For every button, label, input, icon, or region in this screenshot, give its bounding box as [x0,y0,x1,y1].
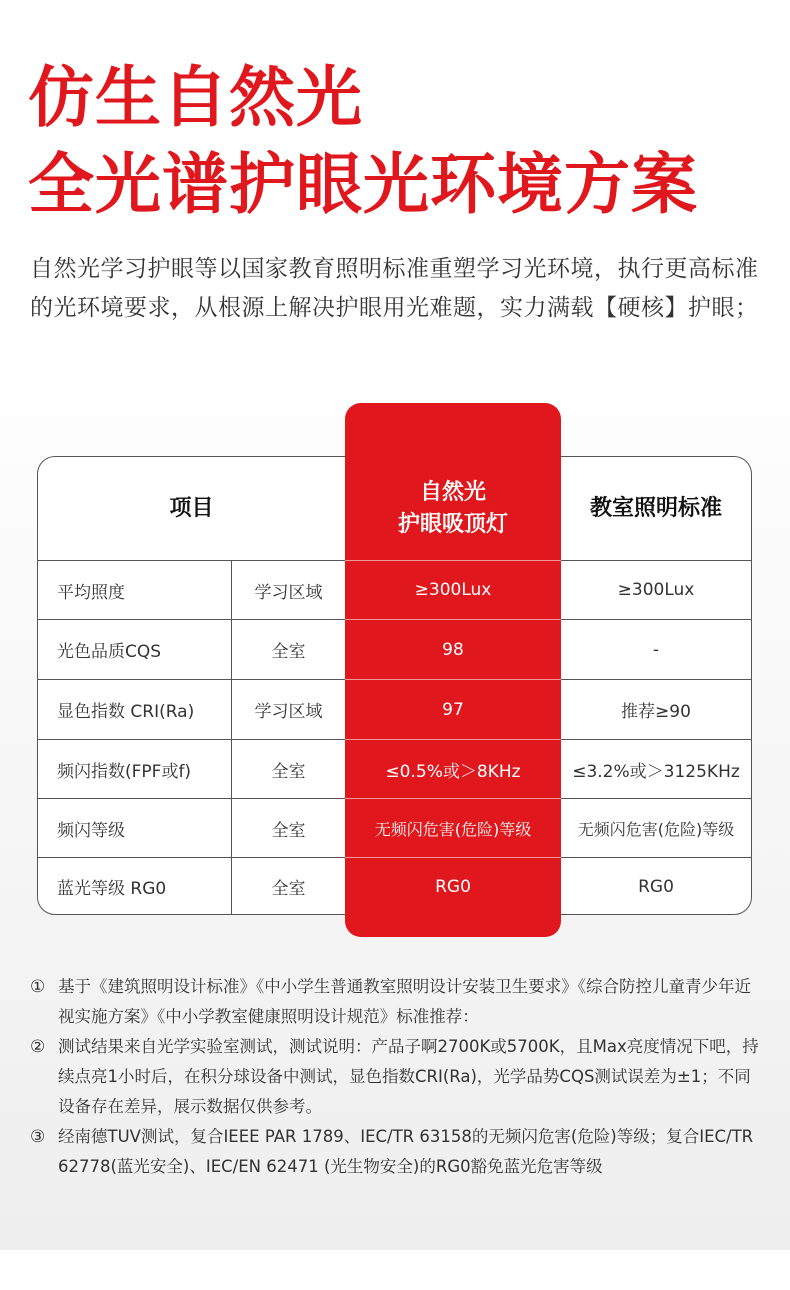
row-3-product: 97 [442,699,464,720]
header-product [345,457,561,560]
footnote-item [30,1122,765,1182]
row-4-standard: ≤3.2%或＞3125KHz [572,761,740,782]
headline-line-1: 仿生自然光 [28,59,363,136]
row-4-product: ≤0.5%或＞8KHz [385,761,521,782]
row-3-scope: 学习区域 [254,702,323,722]
row-1-item: 平均照度 [57,582,125,603]
row-6-item: 蓝光等级 RG0 [57,879,167,899]
footnote-number: ③ [30,1127,46,1147]
header-item: 项目 [169,495,214,521]
row-1-standard: ≥300Lux [617,580,695,600]
row-5-product: 无频闪危害(危险)等级 [374,819,532,839]
row-5-standard: 无频闪危害(危险)等级 [577,819,735,839]
footnote-number: ① [30,977,46,997]
row-5-scope: 全室 [271,820,306,841]
footnote-item [30,972,765,1032]
row-3-item: 显色指数 CRI(Ra) [57,702,195,722]
intro-paragraph: 自然光学习护眼等以国家教育照明标准重塑学习光环境，执行更高标准的光环境要求，从根源上解决护眼用光难题，实力满载【硬核】护眼； [30,256,759,321]
footnote-text: 经南德TUV测试，复合IEEE PAR 1789、IEC/TR 63158的无频闪危害(危险)等级；复合IEC/TR 62778(蓝光安全)、IEC/EN 62471 (光生物安全)的RG0豁免蓝光危害等级 [58,1127,754,1176]
row-6-standard: RG0 [638,876,674,897]
row-6-product: RG0 [435,876,471,897]
row-1-scope: 学习区域 [254,582,323,603]
row-4-item: 频闪指数(FPF或f) [57,761,192,782]
footnote-text: 测试结果来自光学实验室测试，测试说明：产品子啊2700K或5700K，且Max亮度情况下吧，持续点亮1小时后，在积分球设备中测试，显色指数CRI(Ra)，光学品势CQS测试误差为±1；不同设备存在差异，展示数据仅供参考。 [58,1037,759,1116]
row-2-product: 98 [442,639,464,660]
footnote-item [30,1032,765,1122]
row-3-standard: 推荐≥90 [621,702,691,722]
row-5-item: 频闪等级 [57,820,125,841]
row-2-scope: 全室 [271,642,306,662]
footnote-text: 基于《建筑照明设计标准》《中小学生普通教室照明设计安装卫生要求》《综合防控儿童青少年近视实施方案》《中小学教室健康照明设计规范》标准推荐： [58,977,751,1026]
footnote-number: ② [30,1037,46,1057]
footnotes [30,972,765,1182]
row-2-item: 光色品质CQS [57,642,162,662]
headline-line-2: 全光谱护眼光环境方案 [28,146,698,223]
row-1-product: ≥300Lux [414,580,492,600]
row-6-scope: 全室 [271,879,306,899]
header-product-line-1: 自然光 [419,479,486,505]
header-standard: 教室照明标准 [589,495,722,521]
row-4-scope: 全室 [271,761,306,782]
row-2-standard: - [652,639,660,660]
header-product-line-2: 护眼吸顶灯 [397,511,508,537]
